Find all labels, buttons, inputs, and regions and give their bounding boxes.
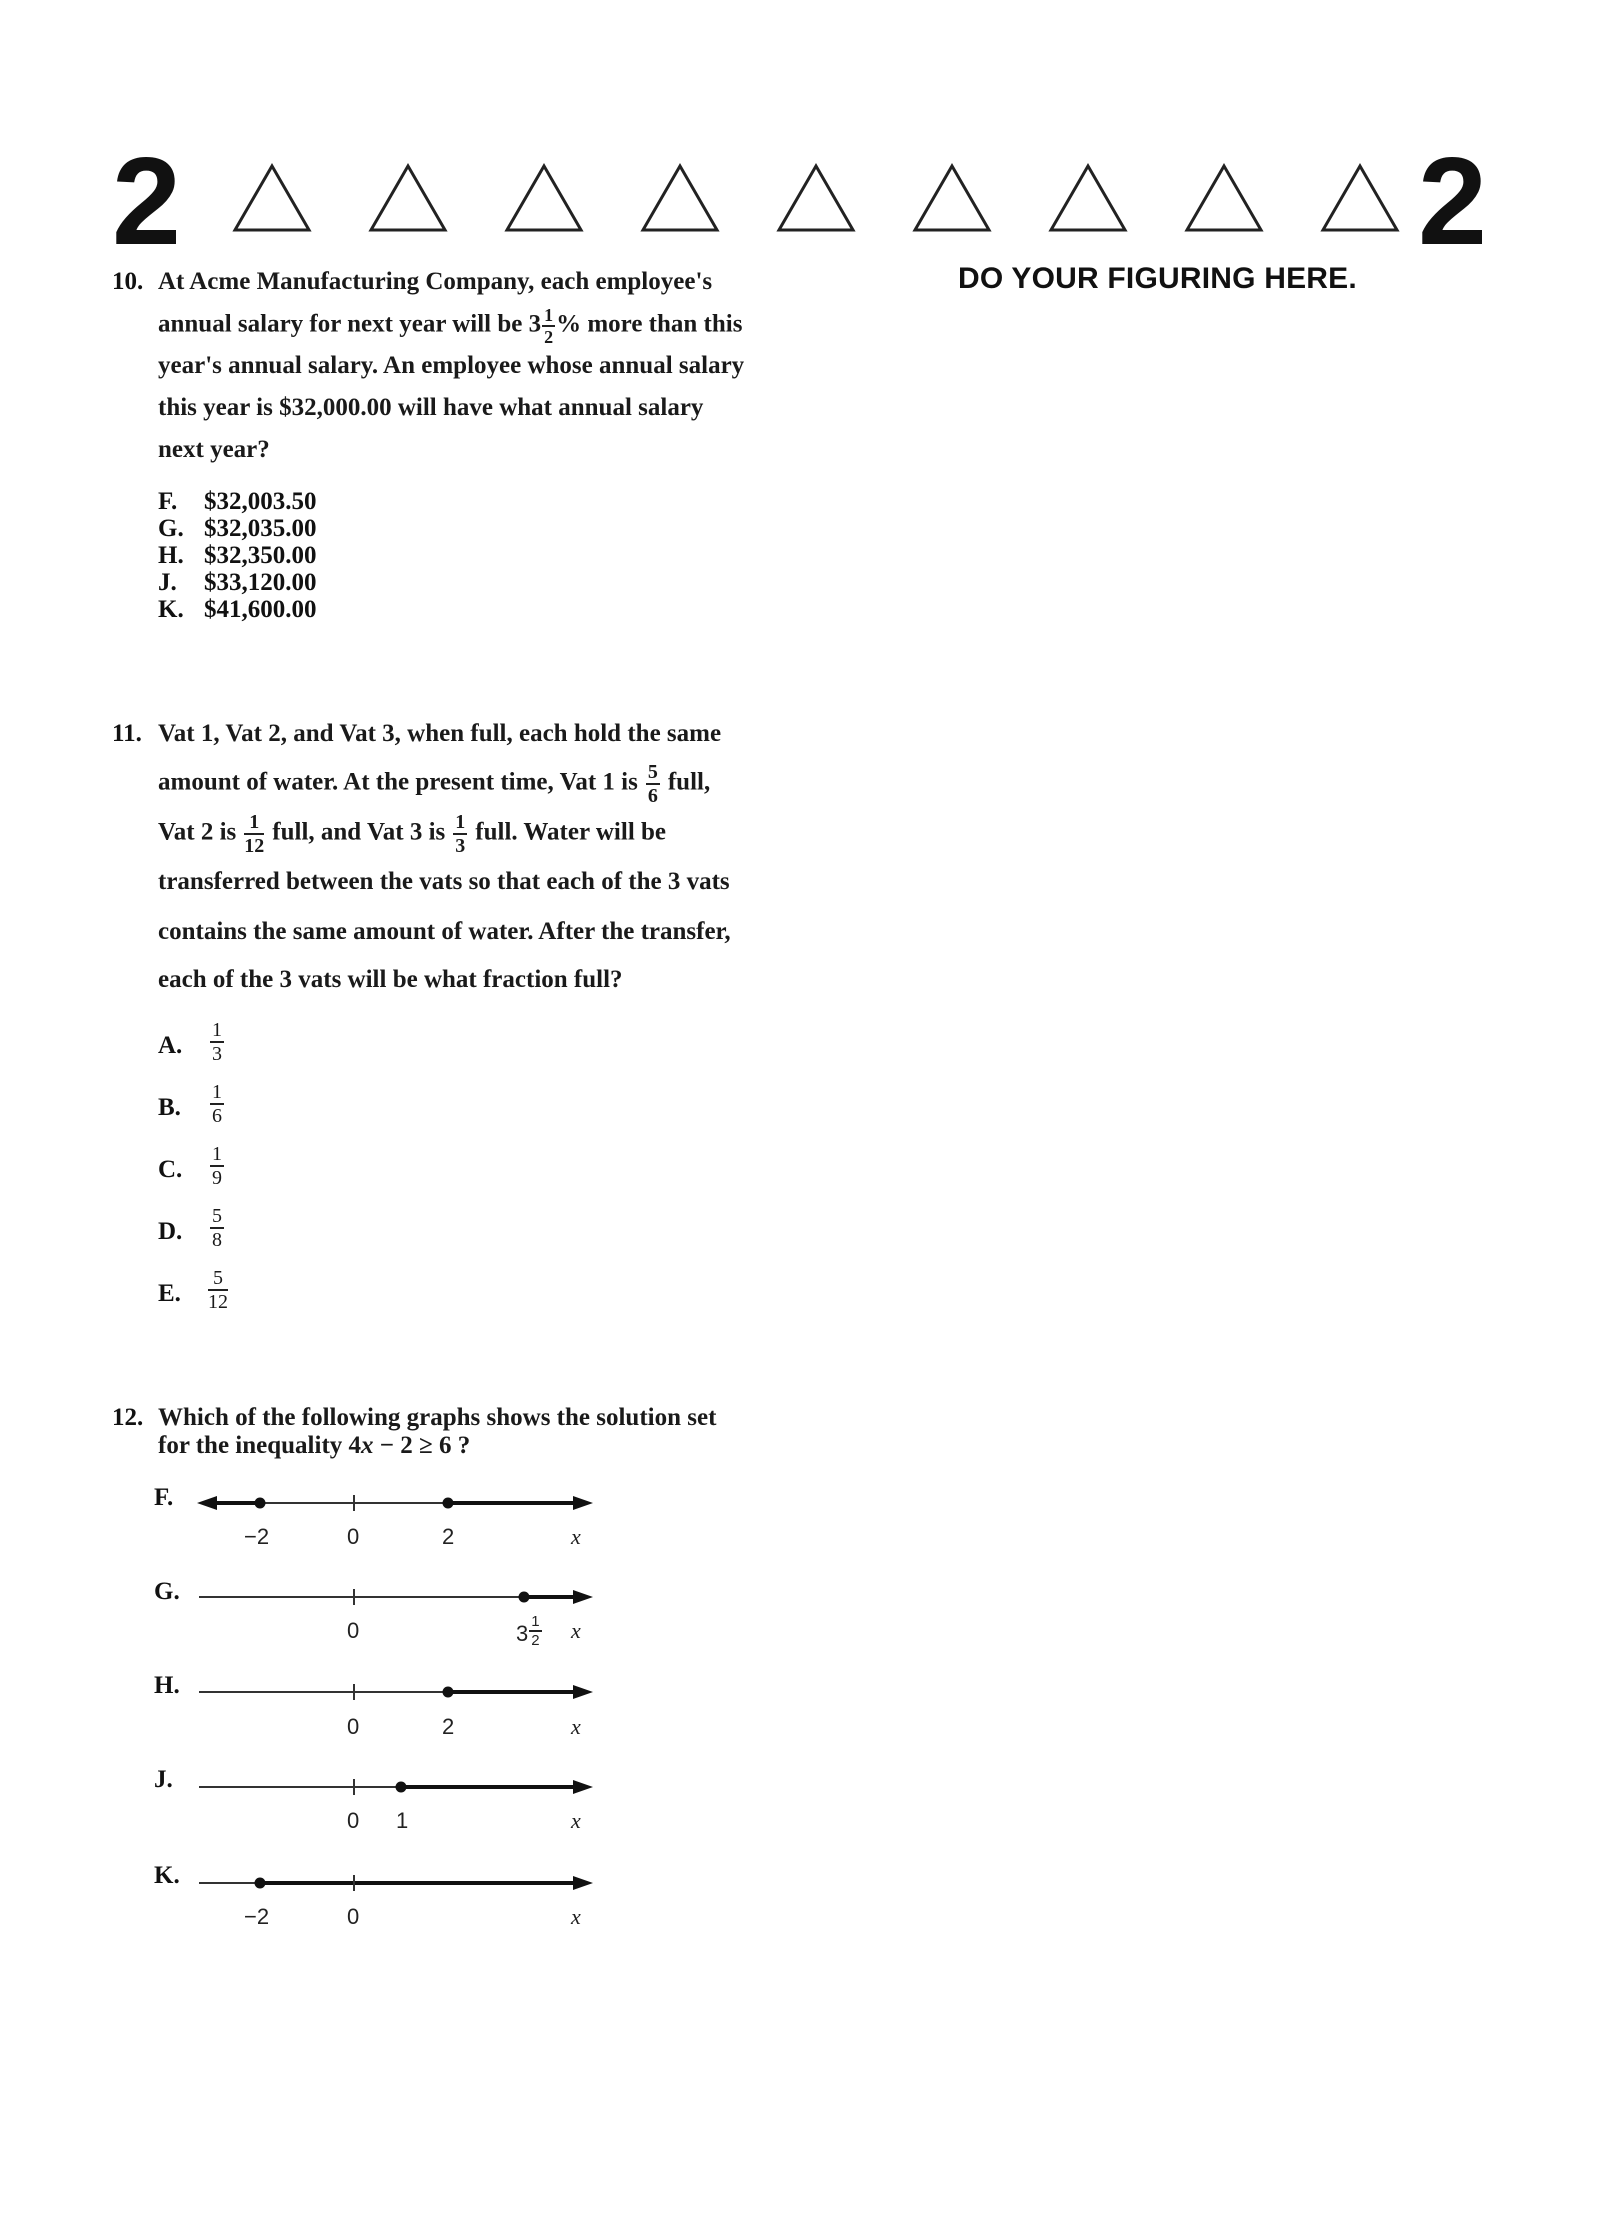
fraction-denominator: 6 (212, 1105, 222, 1127)
section-number-right: 2 (1418, 133, 1487, 271)
question-text-line (158, 1432, 470, 1460)
section-number-left: 2 (112, 133, 181, 271)
number-line-f (195, 1488, 595, 1518)
question-text-line: Vat 1, Vat 2, and Vat 3, when full, each hold the same (158, 720, 722, 747)
outline-triangle-icon (368, 162, 448, 234)
number-line-k (195, 1868, 595, 1898)
fraction-numerator: 1 (531, 1613, 540, 1630)
number-line-j (195, 1772, 595, 1802)
text-segment: full, (667, 768, 711, 796)
question-number: 11. (112, 720, 142, 747)
fraction-numerator: 1 (212, 1081, 222, 1103)
fraction (529, 1614, 541, 1648)
option-text: $33,120.00 (204, 569, 317, 596)
tick-label: 2 (442, 1524, 455, 1549)
fraction-numerator: 5 (212, 1205, 222, 1227)
tick-label: 0 (347, 1524, 360, 1549)
tick-label: −2 (244, 1524, 270, 1549)
fraction-numerator: 5 (647, 761, 658, 783)
fraction-denominator: 6 (647, 785, 658, 807)
fraction-denominator: 12 (244, 835, 265, 857)
fraction-numerator: 1 (544, 305, 554, 325)
outline-triangle-icon (504, 162, 584, 234)
text-segment: amount of water. At the present time, Vat 1 is (158, 768, 638, 796)
tick-label: 0 (347, 1618, 360, 1643)
option-letter: F. (158, 488, 178, 515)
question-text-line: next year? (158, 436, 270, 463)
fraction (210, 1206, 224, 1250)
tick-label: 2 (442, 1714, 455, 1739)
outline-triangle-icon (912, 162, 992, 234)
option-letter: K. (158, 596, 184, 623)
question-text-line: each of the 3 vats will be what fraction full? (158, 966, 623, 993)
option-letter: E. (158, 1280, 181, 1307)
outline-triangle-icon (1048, 162, 1128, 234)
outline-triangle-icon (1184, 162, 1264, 234)
question-text-line (158, 306, 742, 346)
option-letter: G. (158, 515, 184, 542)
option-letter: A. (158, 1032, 183, 1059)
fraction (210, 1144, 224, 1188)
text-segment: % more than this (556, 310, 743, 338)
fraction-denominator: 3 (455, 835, 466, 857)
option-letter: H. (154, 1672, 180, 1699)
option-letter: K. (154, 1862, 180, 1889)
option-text: $32,350.00 (204, 542, 317, 569)
question-text-line: transferred between the vats so that each of the 3 vats (158, 868, 730, 895)
axis-variable: x (571, 1524, 581, 1549)
question-text-line: At Acme Manufacturing Company, each employee's (158, 268, 713, 295)
question-number: 10. (112, 268, 144, 295)
fraction-numerator: 1 (212, 1019, 222, 1041)
number-line-h (195, 1677, 595, 1707)
fraction (210, 1020, 224, 1064)
outline-triangle-icon (640, 162, 720, 234)
tick-whole: 3 (516, 1620, 529, 1646)
fraction (210, 1082, 224, 1126)
question-text-line: year's annual salary. An employee whose annual salary (158, 352, 745, 379)
option-letter: G. (154, 1578, 180, 1605)
variable-x: x (361, 1432, 374, 1459)
option-letter: C. (158, 1156, 183, 1183)
outline-triangle-icon (232, 162, 312, 234)
tick-label-mixed-number (516, 1614, 542, 1648)
question-text-line (158, 812, 666, 856)
tick-label: −2 (244, 1904, 270, 1929)
option-text: $32,035.00 (204, 515, 317, 542)
axis-variable: x (571, 1618, 581, 1643)
fraction-numerator: 1 (244, 812, 264, 835)
fraction-denominator: 8 (212, 1229, 222, 1251)
option-text: $41,600.00 (204, 596, 317, 623)
option-letter: B. (158, 1094, 181, 1121)
fraction-numerator: 1 (455, 811, 466, 833)
text-segment: annual salary for next year will be 3 (158, 310, 542, 338)
question-number: 12. (112, 1404, 144, 1431)
fraction (244, 812, 264, 856)
fraction (208, 1268, 228, 1312)
fraction-denominator: 2 (544, 327, 554, 347)
axis-variable: x (571, 1808, 581, 1833)
tick-label: 0 (347, 1904, 360, 1929)
option-letter: D. (158, 1218, 183, 1245)
fraction-numerator: 5 (208, 1268, 228, 1291)
fraction-denominator: 9 (212, 1167, 222, 1189)
option-text: $32,003.50 (204, 488, 317, 515)
question-text-line: Which of the following graphs shows the solution set (158, 1404, 717, 1431)
triangle-row (232, 162, 1492, 242)
text-segment: full, and Vat 3 is (272, 818, 446, 846)
fraction (542, 306, 555, 346)
fraction (453, 812, 467, 856)
outline-triangle-icon (776, 162, 856, 234)
question-text-line: this year is $32,000.00 will have what annual salary (158, 394, 704, 421)
tick-label: 0 (347, 1808, 360, 1833)
fraction-denominator: 12 (208, 1291, 228, 1313)
axis-variable: x (571, 1904, 581, 1929)
question-text-line: contains the same amount of water. After the transfer, (158, 918, 731, 945)
option-letter: J. (158, 569, 177, 596)
tick-label: 1 (396, 1808, 409, 1833)
tick-label: 0 (347, 1714, 360, 1739)
fraction-numerator: 1 (212, 1143, 222, 1165)
number-line-g (195, 1582, 595, 1612)
axis-variable: x (571, 1714, 581, 1739)
fraction (646, 762, 660, 806)
text-segment: for the inequality 4 (158, 1432, 362, 1459)
option-letter: F. (154, 1484, 174, 1511)
question-text-line (158, 762, 710, 806)
text-segment: Vat 2 is (158, 818, 237, 846)
fraction-denominator: 3 (212, 1043, 222, 1065)
figuring-area-label: DO YOUR FIGURING HERE. (958, 262, 1357, 295)
fraction-denominator: 2 (531, 1632, 540, 1649)
text-segment: full. Water will be (475, 818, 667, 846)
outline-triangle-icon (1320, 162, 1400, 234)
option-letter: J. (154, 1766, 173, 1793)
option-letter: H. (158, 542, 184, 569)
text-segment: − 2 ≥ 6 ? (373, 1432, 471, 1459)
